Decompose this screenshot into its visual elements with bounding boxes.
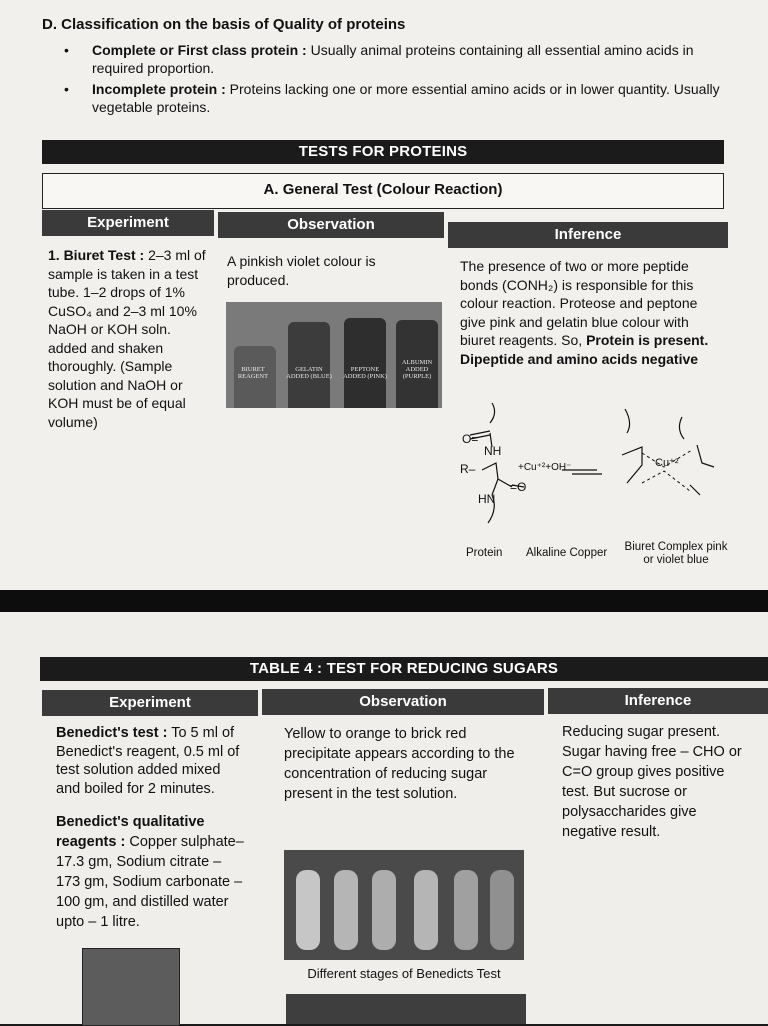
biuret-body: 2–3 ml of sample is taken in a test tube. 1–2 drops of 1% CuSO₄ and 2–3 ml 10% NaOH or KOH soln. added and shaken thoroughly. (Sample solution and NaOH or KOH must be of equal volume): [48, 247, 206, 430]
tube-gelatin: [288, 322, 330, 408]
general-test-title: A. General Test (Colour Reaction): [42, 173, 724, 209]
bullet-dot: •: [64, 81, 69, 97]
benedict-observation: Yellow to orange to brick red precipitate appears according to the concentration of reducing sugar present in the test solution.: [284, 726, 515, 802]
photo-label: PEPTONE ADDED (PINK): [343, 366, 387, 380]
atom-nh: NH: [484, 444, 502, 458]
inference-result: Protein is present. Dipeptide and amino acids negative: [460, 332, 709, 367]
header-experiment: Experiment: [42, 210, 214, 236]
test-tube: [454, 870, 478, 950]
benedict-stages-photo: [284, 850, 524, 960]
reagents-title: Benedict's qualitative reagents :: [56, 814, 205, 850]
header-inference: Inference: [448, 222, 728, 248]
header-observation: Observation: [262, 689, 544, 715]
bullet-text: Proteins lacking one or more essential amino acids or in lower quantity. Usually vegetable proteins.: [92, 81, 720, 115]
biuret-observation: A pinkish violet colour is produced.: [227, 253, 376, 288]
benedict-photo-caption: Different stages of Benedicts Test: [307, 966, 501, 981]
benedict-title: Benedict's test :: [56, 725, 168, 741]
photo-label: BIURET REAGENT: [237, 366, 269, 380]
header-experiment: Experiment: [42, 690, 258, 716]
photo-label: ALBUMIN ADDED (PURPLE): [401, 359, 433, 380]
tube-peptone: [344, 318, 386, 408]
biuret-experiment: [48, 246, 210, 431]
test-tube: [372, 870, 396, 950]
test-tube: [490, 870, 514, 950]
header-inference: Inference: [548, 688, 768, 714]
second-photo: [286, 994, 526, 1024]
test-tube: [334, 870, 358, 950]
bullet-term: Complete or First class protein :: [92, 42, 307, 58]
reagents-body: Copper sulphate– 17.3 gm, Sodium citrate – 173 gm, Sodium carbonate – 100 gm, and distilled water upto – 1 litre.: [56, 834, 244, 930]
biuret-tubes-photo: [226, 302, 442, 408]
tube-photo: [82, 948, 180, 1026]
atom-o: O=: [462, 432, 479, 446]
biuret-title: 1. Biuret Test :: [48, 247, 145, 263]
caption-biuret-complex: Biuret Complex pink or violet blue: [624, 541, 728, 566]
sugars-banner: TABLE 4 : TEST FOR REDUCING SUGARS: [40, 657, 768, 681]
header-observation: Observation: [218, 212, 444, 238]
test-tube: [296, 870, 320, 950]
benedict-reagents: [56, 812, 246, 932]
biuret-inference: [460, 257, 725, 368]
test-tube: [414, 870, 438, 950]
atom-r: R–: [460, 462, 476, 476]
proteins-banner: TESTS FOR PROTEINS: [42, 140, 724, 164]
benedict-experiment: [56, 724, 246, 798]
atom-o: =O: [510, 480, 527, 494]
atom-hn: HN: [478, 492, 496, 506]
biuret-reaction-diagram: [452, 395, 732, 570]
benedict-body: To 5 ml of Benedict's reagent, 0.5 ml of test solution added mixed and boiled for 2 minutes.: [56, 725, 240, 797]
reaction-structure: [452, 395, 732, 535]
reagent-label: +Cu⁺²+OH⁻: [518, 462, 572, 473]
caption-protein: Protein: [466, 547, 503, 559]
bullet-text: Usually animal proteins containing all essential amino acids in required proportion.: [92, 42, 694, 76]
inference-text: The presence of two or more peptide bonds (CONH₂) is responsible for this colour reaction. Proteose and peptone give pink and gelatin blue colour with biuret reagents. So,: [460, 258, 698, 348]
section-d-heading: D. Classification on the basis of Quality of proteins: [42, 16, 406, 33]
bullet-dot: •: [64, 42, 69, 58]
copper-ion: Cu⁺²: [655, 457, 679, 469]
benedict-inference: Reducing sugar present. Sugar having free – CHO or C=O group gives positive test. But sucrose or polysaccharides give negative result.: [562, 724, 742, 840]
photo-label: GELATIN ADDED (BLUE): [286, 366, 332, 380]
caption-alkaline-copper: Alkaline Copper: [526, 547, 608, 559]
bullet-term: Incomplete protein :: [92, 81, 226, 97]
